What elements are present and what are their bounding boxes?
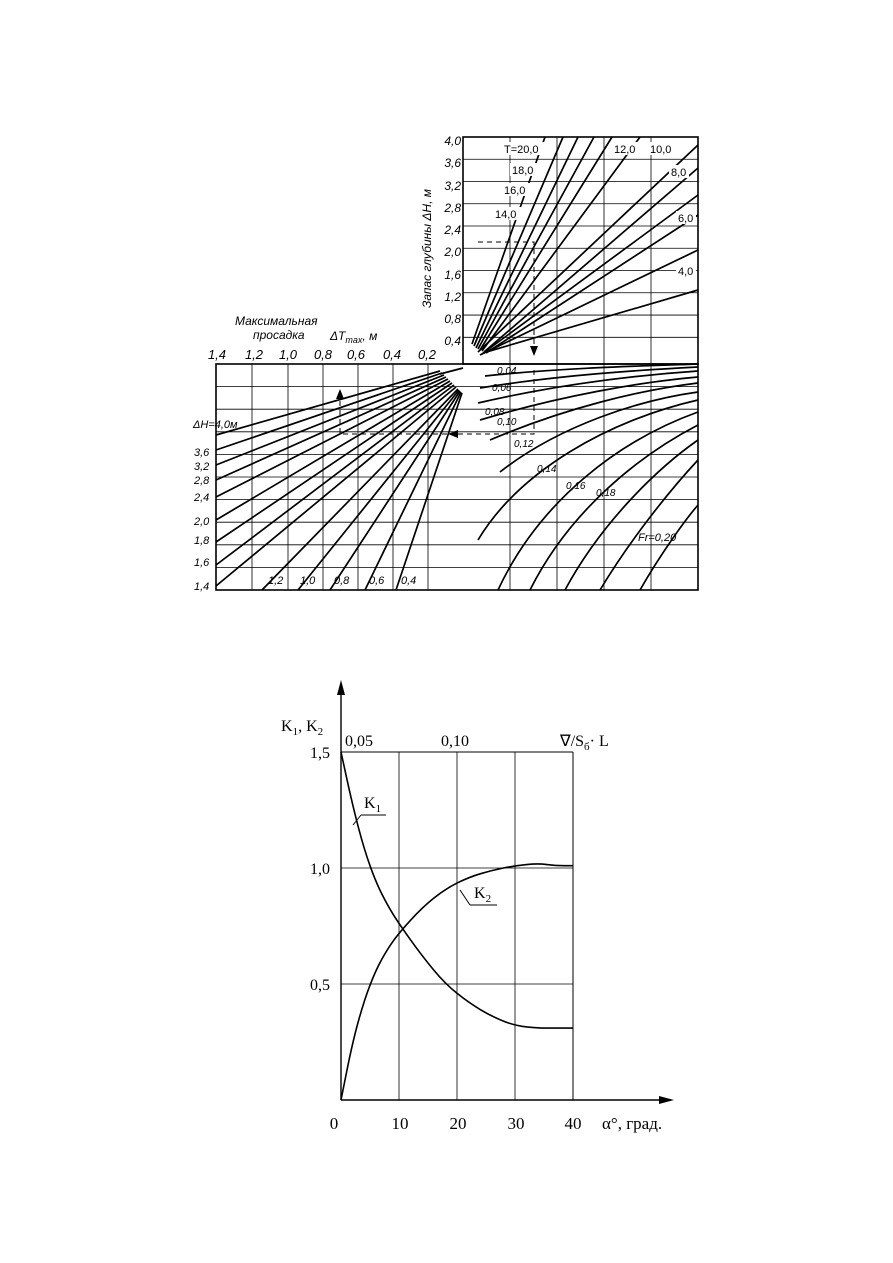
squat-tick: 0,4	[382, 347, 402, 362]
squat-title-line1: Максимальная	[235, 314, 318, 328]
squat-line	[298, 390, 459, 590]
x-tick: 30	[507, 1114, 525, 1133]
depth-axis-ticks	[443, 134, 461, 348]
k2-label: $K_2$	[474, 885, 492, 905]
depth-tick: 4,0	[444, 134, 461, 148]
draft-line	[480, 250, 698, 355]
froude-label: 0,14	[537, 464, 557, 475]
x-ticks	[330, 1114, 582, 1133]
draft-label-16: 16,0	[504, 185, 526, 197]
froude-label: 0,16	[566, 481, 586, 492]
x-tick: 0	[329, 1114, 339, 1133]
x-axis-label: α°, град.	[602, 1114, 663, 1133]
depth-tick: 2,4	[444, 223, 461, 237]
draft-line	[483, 290, 698, 353]
nomogram	[192, 134, 698, 593]
example-arrow	[336, 389, 344, 399]
depth-tick: 2,0	[444, 245, 461, 259]
depth-tick: 1,2	[444, 290, 461, 304]
y-tick: 0,5	[310, 977, 330, 994]
depth-tick: 2,8	[444, 201, 461, 215]
draft-label-20: T=20,0	[504, 144, 539, 156]
draft-label-12: 12,0	[614, 144, 636, 156]
x-tick: 40	[564, 1114, 582, 1133]
squat-line	[262, 389, 458, 590]
squat-tick: 0,8	[313, 347, 333, 362]
froude-label: 0,12	[514, 439, 534, 450]
draft-label-14: 14,0	[495, 209, 517, 221]
y-axis-label: $K_1$, $K_2$	[281, 718, 324, 738]
froude-label: 0,18	[596, 488, 616, 499]
x-tick: 20	[449, 1114, 467, 1133]
depth-reserve-label: 3,6	[194, 447, 210, 459]
top-ticks	[345, 733, 469, 750]
squat-tick: 0,2	[417, 347, 437, 362]
squat-bottom-label: 0,4	[401, 575, 417, 587]
x-tick: 10	[391, 1114, 409, 1133]
depth-reserve-label: 3,2	[194, 461, 210, 473]
example-arrow	[530, 346, 538, 356]
k-coefficient-chart	[281, 680, 674, 1133]
draft-label-8: 8,0	[671, 167, 687, 179]
y-ticks	[310, 745, 330, 994]
squat-tick: 1,4	[207, 347, 227, 362]
depth-reserve-label: 1,6	[194, 557, 210, 569]
draft-line	[486, 215, 698, 353]
draft-label-10: 10,0	[650, 144, 672, 156]
squat-tick: 1,0	[278, 347, 298, 362]
froude-label: 0,06	[492, 383, 512, 394]
top-axis-label: $\nabla/S_б\cdot L$	[560, 733, 609, 753]
depth-tick: 3,6	[444, 156, 461, 170]
squat-line	[396, 393, 462, 590]
squat-tick: 0,6	[346, 347, 366, 362]
depth-reserve-label: 1,8	[194, 535, 210, 547]
squat-title-line2: просадка	[253, 328, 305, 342]
depth-tick: 3,2	[444, 179, 461, 193]
draft-label-18: 18,0	[512, 165, 534, 177]
depth-reserve-label: 2,8	[194, 475, 210, 487]
squat-bottom-labels	[268, 575, 416, 587]
squat-top-ticks	[208, 347, 437, 362]
depth-axis-label: Запас глубины ΔH, м	[420, 189, 434, 308]
k2-leader	[460, 890, 470, 905]
draft-label-4: 4,0	[678, 266, 694, 278]
depth-reserve-label: 2,0	[194, 516, 210, 528]
squat-axis-label: $\Delta T_{max}$, м	[330, 329, 378, 345]
squat-bottom-label: 0,6	[369, 575, 385, 587]
froude-curve	[530, 425, 698, 590]
squat-line	[216, 371, 440, 435]
depth-reserve-label: 2,4	[194, 492, 210, 504]
depth-tick: 0,8	[444, 312, 461, 326]
froude-label: 0,04	[497, 366, 517, 377]
top-tick: 0,10	[441, 733, 469, 750]
k-chart-axes	[337, 680, 674, 1104]
squat-bottom-label: 1,0	[300, 575, 316, 587]
froude-label: Fr=0,20	[638, 532, 677, 544]
draft-line	[482, 137, 640, 351]
draft-label-6: 6,0	[678, 213, 694, 225]
froude-label: 0,10	[497, 417, 517, 428]
froude-label: 0,08	[485, 407, 505, 418]
squat-line	[440, 368, 463, 374]
depth-tick: 1,6	[444, 268, 461, 282]
depth-tick: 0,4	[444, 334, 461, 348]
squat-bottom-label: 1,2	[268, 575, 284, 587]
squat-line	[216, 383, 452, 542]
y-axis-arrow	[337, 680, 345, 695]
depth-reserve-label: ΔH=4,0м	[193, 419, 238, 431]
squat-line	[216, 373, 442, 450]
k1-label: $K_1$	[364, 795, 382, 815]
y-tick: 1,0	[310, 861, 330, 878]
top-tick: 0,05	[345, 733, 373, 750]
squat-tick: 1,2	[244, 347, 264, 362]
squat-bottom-label: 0,8	[334, 575, 350, 587]
depth-reserve-label: 1,4	[194, 581, 210, 593]
y-tick: 1,5	[310, 745, 330, 762]
example-dash	[456, 370, 534, 434]
x-axis-arrow	[659, 1096, 674, 1104]
